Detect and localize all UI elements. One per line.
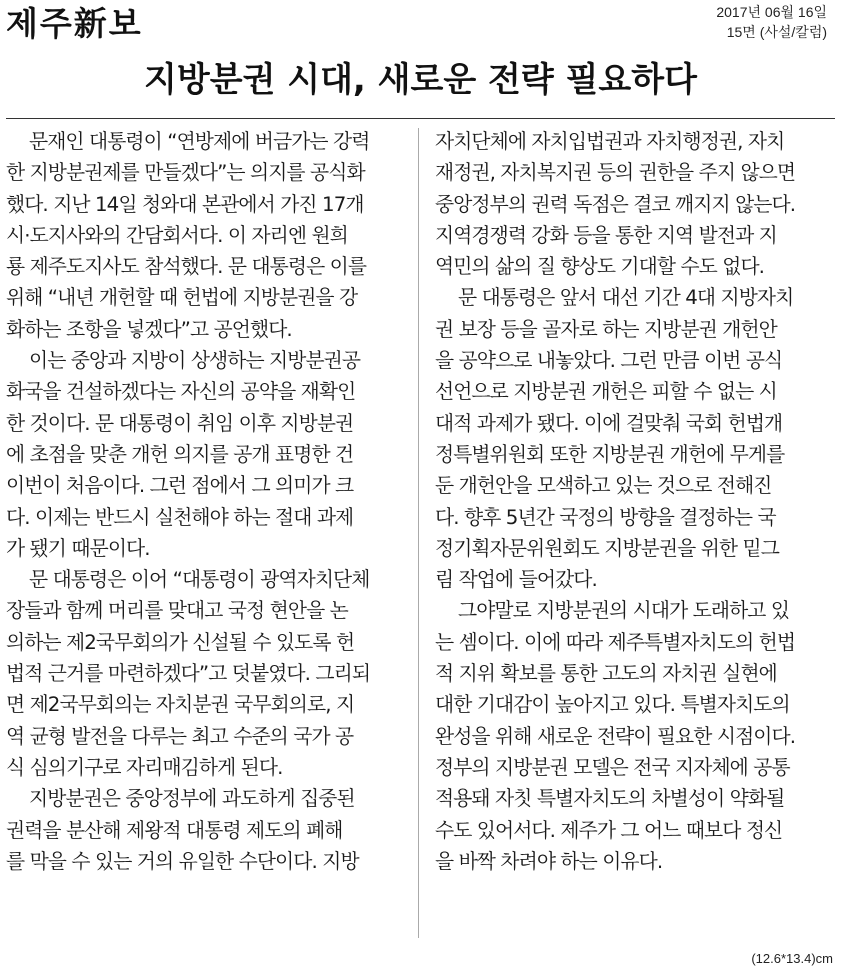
page-section: 15면 (사설/칼럼)	[726, 24, 827, 40]
body-line: 역 균형 발전을 다루는 최고 수준의 국가 공	[6, 724, 354, 748]
article-column-right	[435, 126, 833, 877]
body-line: 림 작업에 들어갔다.	[435, 568, 597, 592]
body-line: 위해 “내년 개헌할 때 헌법에 지방분권을 강	[6, 286, 358, 310]
body-line: 을 공약으로 내놓았다. 그런 만큼 이번 공식	[435, 349, 783, 373]
body-line: 면 제2국무회의는 자치분권 국무회의로, 지	[6, 693, 355, 717]
body-line: 역민의 삶의 질 향상도 기대할 수도 없다.	[435, 255, 765, 279]
column-divider	[418, 128, 419, 938]
body-line: 완성을 위해 새로운 전략이 필요한 시점이다.	[435, 724, 796, 748]
body-line: 적용돼 자칫 특별자치도의 차별성이 약화될	[435, 787, 785, 811]
body-line: 의하는 제2국무회의가 신설될 수 있도록 헌	[6, 630, 355, 654]
body-line: 가 됐기 때문이다.	[6, 536, 150, 560]
dateline	[716, 2, 827, 42]
body-line: 화국을 건설하겠다는 자신의 공약을 재확인	[6, 380, 356, 404]
body-line: 문 대통령은 앞서 대선 기간 4대 지방자치	[458, 286, 794, 310]
publication-date: 2017년 06월 16일	[716, 4, 827, 20]
body-line: 룡 제주도지사도 참석했다. 문 대통령은 이를	[6, 255, 367, 279]
body-line: 자치단체에 자치입법권과 자치행정권, 자치	[435, 130, 785, 153]
newspaper-masthead: 제주新보	[6, 4, 143, 43]
body-line: 시·도지사와의 간담회서다. 이 자리엔 원희	[6, 223, 348, 247]
body-line: 정기획자문위원회도 지방분권을 위한 밑그	[435, 536, 779, 560]
body-line: 한 것이다. 문 대통령이 취임 이후 지방분권	[6, 411, 354, 435]
body-line: 지역경쟁력 강화 등을 통한 지역 발전과 지	[435, 223, 777, 247]
body-line: 이번이 처음이다. 그런 점에서 그 의미가 크	[6, 474, 354, 498]
body-line: 다. 이제는 반드시 실천해야 하는 절대 과제	[6, 505, 354, 529]
body-line: 정부의 지방분권 모델은 전국 지자체에 공통	[435, 755, 790, 779]
body-line: 지방분권은 중앙정부에 과도하게 집중된	[29, 787, 355, 811]
body-line: 장들과 함께 머리를 맞대고 국정 현안을 논	[6, 599, 348, 623]
body-line: 선언으로 지방분권 개헌은 피할 수 없는 시	[435, 380, 777, 404]
body-line: 했다. 지난 14일 청와대 본관에서 가진 17개	[6, 192, 364, 216]
body-line: 을 바짝 차려야 하는 이유다.	[435, 849, 663, 873]
headline-rule	[6, 118, 835, 119]
body-line: 문재인 대통령이 “연방제에 버금가는 강력	[29, 130, 370, 153]
body-line: 이는 중앙과 지방이 상생하는 지방분권공	[29, 349, 361, 373]
body-line: 한 지방분권제를 만들겠다”는 의지를 공식화	[6, 161, 365, 185]
body-line: 다. 향후 5년간 국정의 방향을 결정하는 국	[435, 505, 776, 529]
body-line: 그야말로 지방분권의 시대가 도래하고 있	[458, 599, 790, 623]
body-line: 화하는 조항을 넣겠다”고 공언했다.	[6, 317, 292, 341]
body-line: 권 보장 등을 골자로 하는 지방분권 개헌안	[435, 317, 777, 341]
body-line: 정특별위원회 또한 지방분권 개헌에 무게를	[435, 442, 785, 466]
clipping-size-note: (12.6*13.4)cm	[751, 951, 833, 966]
body-line: 권력을 분산해 제왕적 대통령 제도의 폐해	[6, 818, 343, 842]
body-line: 식 심의기구로 자리매김하게 된다.	[6, 755, 283, 779]
body-line: 를 막을 수 있는 거의 유일한 수단이다. 지방	[6, 849, 359, 873]
article-column-left	[6, 126, 404, 877]
body-line: 재정권, 자치복지권 등의 권한을 주지 않으면	[435, 161, 796, 185]
body-line: 는 셈이다. 이에 따라 제주특별자치도의 헌법	[435, 630, 796, 654]
body-line: 둔 개헌안을 모색하고 있는 것으로 전해진	[435, 474, 772, 498]
body-line: 문 대통령은 이어 “대통령이 광역자치단체	[29, 568, 370, 592]
body-line: 대한 기대감이 높아지고 있다. 특별자치도의	[435, 693, 790, 717]
editorial-headline: 지방분권 시대, 새로운 전략 필요하다	[144, 60, 697, 100]
body-line: 중앙정부의 권력 독점은 결코 깨지지 않는다.	[435, 192, 796, 216]
body-line: 수도 있어서다. 제주가 그 어느 때보다 정신	[435, 818, 783, 842]
body-line: 법적 근거를 마련하겠다”고 덧붙였다. 그리되	[6, 662, 371, 686]
body-line: 적 지위 확보를 통한 고도의 자치권 실현에	[435, 662, 777, 686]
body-line: 대적 과제가 됐다. 이에 걸맞춰 국회 헌법개	[435, 411, 783, 435]
body-line: 에 초점을 맞춘 개헌 의지를 공개 표명한 건	[6, 442, 354, 466]
